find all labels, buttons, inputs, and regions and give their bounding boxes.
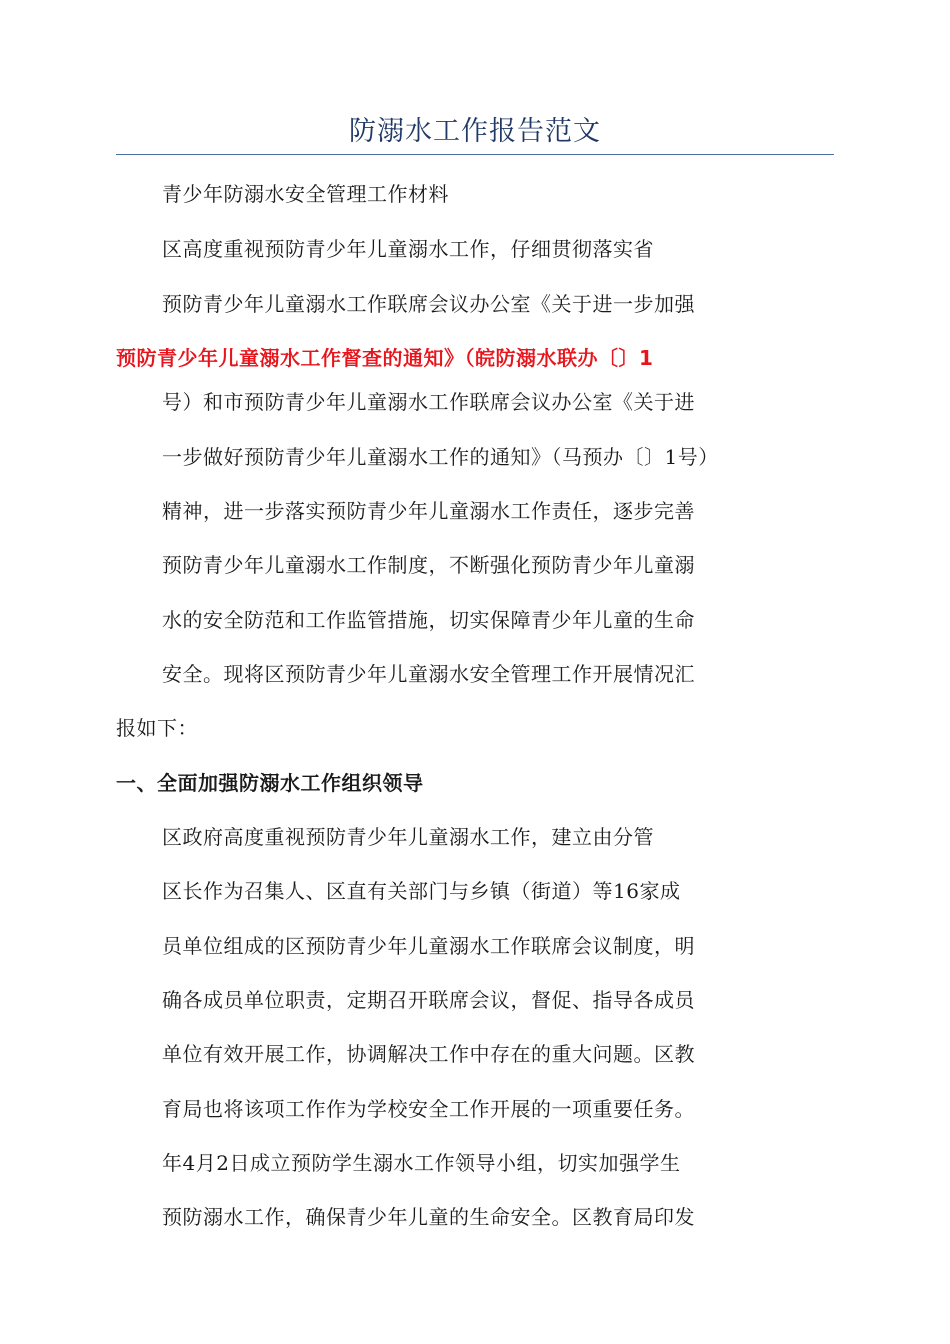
paragraph-line: 育局也将该项工作作为学校安全工作开展的一项重要任务。	[162, 1097, 695, 1121]
paragraph-line: 预防青少年儿童溺水工作制度，不断强化预防青少年儿童溺	[162, 553, 695, 577]
section-heading: 一、全面加强防溺水工作组织领导	[116, 771, 424, 795]
paragraph-line: 单位有效开展工作，协调解决工作中存在的重大问题。区教	[162, 1042, 695, 1066]
paragraph-line: 号）和市预防青少年儿童溺水工作联席会议办公室《关于进	[162, 390, 695, 414]
paragraph-line: 青少年防溺水安全管理工作材料	[162, 182, 449, 206]
title-underline	[116, 154, 834, 155]
paragraph-line: 年4月2日成立预防学生溺水工作领导小组，切实加强学生	[162, 1151, 681, 1175]
paragraph-line: 预防溺水工作，确保青少年儿童的生命安全。区教育局印发	[162, 1205, 695, 1229]
paragraph-line: 员单位组成的区预防青少年儿童溺水工作联席会议制度，明	[162, 934, 695, 958]
paragraph-line: 确各成员单位职责，定期召开联席会议，督促、指导各成员	[162, 988, 695, 1012]
paragraph-line: 水的安全防范和工作监管措施，切实保障青少年儿童的生命	[162, 608, 695, 632]
highlighted-line: 预防青少年儿童溺水工作督查的通知》（皖防溺水联办〔〕1	[116, 346, 654, 370]
paragraph-line: 区政府高度重视预防青少年儿童溺水工作，建立由分管	[162, 825, 654, 849]
paragraph-line: 精神，进一步落实预防青少年儿童溺水工作责任，逐步完善	[162, 499, 695, 523]
paragraph-line: 安全。现将区预防青少年儿童溺水安全管理工作开展情况汇	[162, 662, 695, 686]
document-title: 防溺水工作报告范文	[349, 116, 601, 147]
paragraph-line: 一步做好预防青少年儿童溺水工作的通知》（马预办〔〕1号）	[162, 445, 719, 469]
paragraph-line: 区高度重视预防青少年儿童溺水工作，仔细贯彻落实省	[162, 237, 654, 261]
paragraph-line: 报如下：	[116, 716, 198, 740]
paragraph-line: 区长作为召集人、区直有关部门与乡镇（街道）等16家成	[162, 879, 681, 903]
paragraph-line: 预防青少年儿童溺水工作联席会议办公室《关于进一步加强	[162, 292, 695, 316]
